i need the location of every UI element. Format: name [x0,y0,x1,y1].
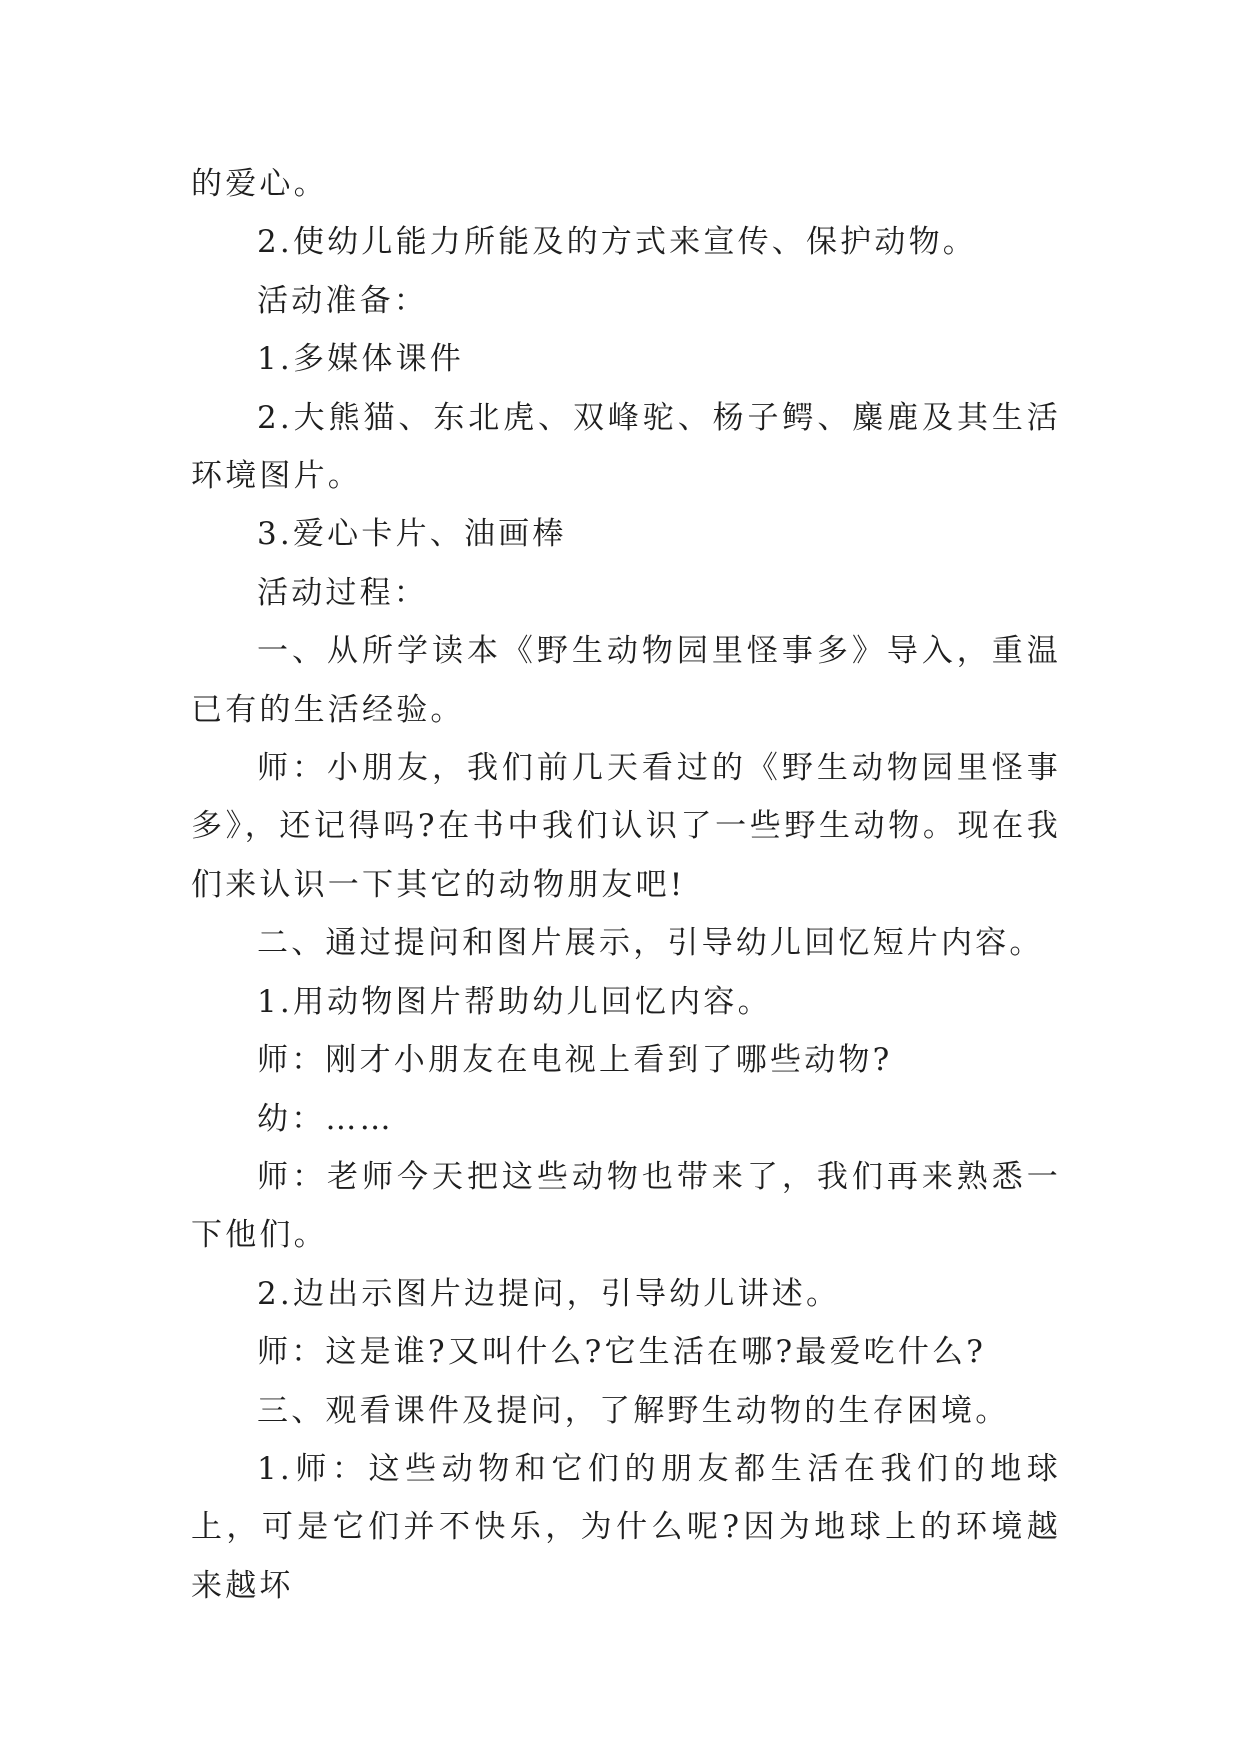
paragraph: 1.师：这些动物和它们的朋友都生活在我们的地球上，可是它们并不快乐，为什么呢?因为地球上的环境越来越坏 [191,1450,1061,1604]
paragraph: 师：老师今天把这些动物也带来了，我们再来熟悉一下他们。 [191,1158,1061,1254]
section-heading: 活动过程： [257,574,428,611]
paragraph: 2.使幼儿能力所能及的方式来宣传、保护动物。 [257,224,977,261]
paragraph: 幼：…… [257,1100,394,1137]
paragraph: 三、观看课件及提问，了解野生动物的生存困境。 [257,1392,1010,1429]
paragraph: 2.大熊猫、东北虎、双峰驼、杨子鳄、麋鹿及其生活环境图片。 [191,399,1061,495]
section-heading: 活动准备： [257,282,428,319]
document-body [191,155,1061,1615]
paragraph: 2.边出示图片边提问，引导幼儿讲述。 [257,1275,841,1312]
paragraph: 1.用动物图片帮助幼儿回忆内容。 [257,983,772,1020]
paragraph: 的爱心。 [191,166,328,202]
paragraph: 二、通过提问和图片展示，引导幼儿回忆短片内容。 [257,925,1044,962]
paragraph: 3.爱心卡片、油画棒 [257,516,567,553]
paragraph: 一、从所学读本《野生动物园里怪事多》导入，重温已有的生活经验。 [191,633,1061,728]
paragraph: 师：刚才小朋友在电视上看到了哪些动物? [257,1042,893,1079]
paragraph: 师：这是谁?又叫什么?它生活在哪?最爱吃什么? [257,1334,987,1371]
paragraph: 师：小朋友，我们前几天看过的《野生动物园里怪事多》，还记得吗?在书中我们认识了一些野生动物。现在我们来认识一下其它的动物朋友吧! [191,750,1061,903]
paragraph: 1.多媒体课件 [257,341,464,378]
